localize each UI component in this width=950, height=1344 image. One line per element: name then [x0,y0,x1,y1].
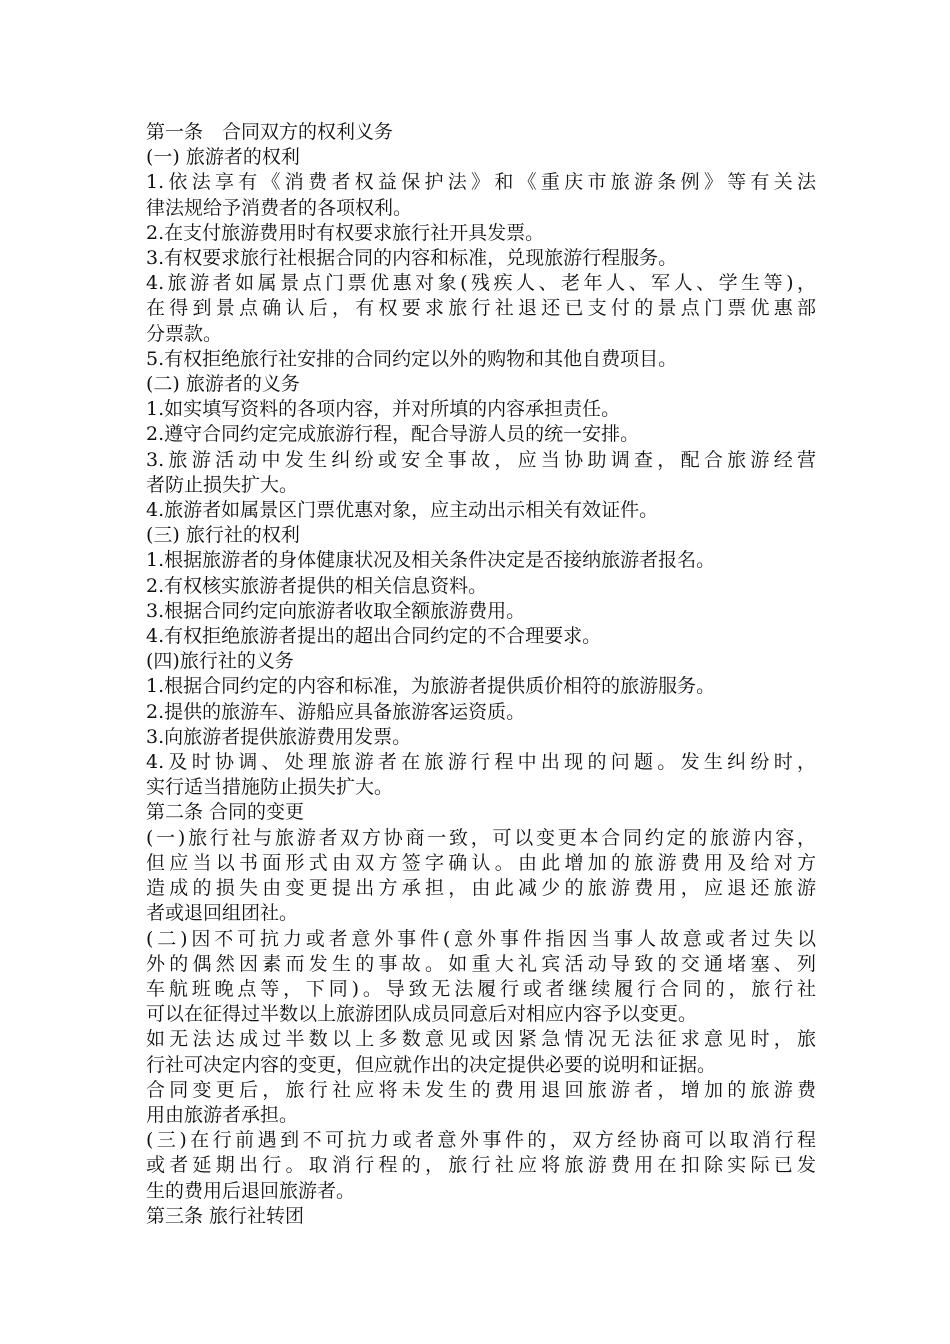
paragraph-line: 4.旅游者如属景区门票优惠对象，应主动出示相关有效证件。 [146,499,659,522]
paragraph-line: 2.有权核实旅游者提供的相关信息资料。 [146,574,488,597]
paragraph-line: 4.有权拒绝旅游者提出的超出合同约定的不合理要求。 [146,625,602,648]
paragraph-line: 分票款。 [146,322,223,345]
paragraph-line: 4.及时协调、处理旅游者在旅游行程中出现的问题。发生纠纷时， [146,751,816,774]
paragraph-line: 或者延期出行。取消行程的，旅行社应将旅游费用在扣除实际已发 [146,1154,816,1177]
paragraph-line: 1.根据合同约定的内容和标准，为旅游者提供质价相符的旅游服务。 [146,675,716,698]
paragraph-line: 律法规给予消费者的各项权利。 [146,196,413,219]
paragraph-line: 合同变更后，旅行社应将未发生的费用退回旅游者，增加的旅游费 [146,1078,816,1101]
paragraph-line: 3.有权要求旅行社根据合同的内容和标准，兑现旅游行程服务。 [146,247,678,270]
paragraph-line: (三)在行前遇到不可抗力或者意外事件的，双方经协商可以取消行程 [146,1129,816,1152]
paragraph-line: (一)旅行社与旅游者双方协商一致，可以变更本合同约定的旅游内容， [146,826,816,849]
paragraph-line: 行社可决定内容的变更，但应就作出的决定提供必要的说明和证据。 [146,1053,717,1076]
paragraph-line: 生的费用后退回旅游者。 [146,1179,356,1202]
paragraph-line: 2.提供的旅游车、游船应具备旅游客运资质。 [146,700,526,723]
section-heading-tourist-duties: (二) 旅游者的义务 [146,373,300,396]
paragraph-line: 5.有权拒绝旅行社安排的合同约定以外的购物和其他自费项目。 [146,347,678,370]
heading-article-2: 第二条 合同的变更 [146,801,305,824]
paragraph-line: 3.向旅游者提供旅游费用发票。 [146,725,412,748]
paragraph-line: 2.在支付旅游费用时有权要求旅行社开具发票。 [146,221,545,244]
heading-article-3: 第三条 旅行社转团 [146,1204,305,1227]
paragraph-line: 4.旅游者如属景点门票优惠对象(残疾人、老年人、军人、学生等)， [146,272,816,295]
paragraph-line: 车航班晚点等，下同)。导致无法履行或者继续履行合同的，旅行社 [146,977,816,1000]
paragraph-line: 造成的损失由变更提出方承担，由此减少的旅游费用，应退还旅游 [146,877,816,900]
section-heading-agency-rights: (三) 旅行社的权利 [146,524,300,547]
paragraph-line: 1.根据旅游者的身体健康状况及相关条件决定是否接纳旅游者报名。 [146,549,716,572]
heading-article-1: 第一条 合同双方的权利义务 [146,121,394,143]
paragraph-line: 者或退回组团社。 [146,902,299,925]
paragraph-line: 实行适当措施防止损失扩大。 [146,776,394,799]
paragraph-line: 3.根据合同约定向旅游者收取全额旅游费用。 [146,599,526,622]
paragraph-line: 可以在征得过半数以上旅游团队成员同意后对相应内容予以变更。 [146,1003,698,1026]
paragraph-line: 但应当以书面形式由双方签字确认。由此增加的旅游费用及给对方 [146,851,816,874]
section-heading-agency-duties: (四)旅行社的义务 [146,650,294,673]
section-heading-tourist-rights: (一) 旅游者的权利 [146,146,300,169]
paragraph-line: 用由旅游者承担。 [146,1103,299,1126]
paragraph-line: 2.遵守合同约定完成旅游行程，配合导游人员的统一安排。 [146,423,640,446]
document-body [146,120,816,1229]
paragraph-line: 者防止损失扩大。 [146,473,299,496]
paragraph-line: 在得到景点确认后，有权要求旅行社退还已支付的景点门票优惠部 [146,297,816,320]
paragraph-line: 1.依法享有《消费者权益保护法》和《重庆市旅游条例》等有关法 [146,171,816,194]
paragraph-line: (二)因不可抗力或者意外事件(意外事件指因当事人故意或者过失以 [146,927,816,950]
paragraph-line: 如无法达成过半数以上多数意见或因紧急情况无法征求意见时，旅 [146,1028,816,1051]
paragraph-line: 1.如实填写资料的各项内容，并对所填的内容承担责任。 [146,398,621,421]
paragraph-line: 3.旅游活动中发生纠纷或安全事故，应当协助调查，配合旅游经营 [146,448,816,471]
paragraph-line: 外的偶然因素而发生的事故。如重大礼宾活动导致的交通堵塞、列 [146,952,816,975]
